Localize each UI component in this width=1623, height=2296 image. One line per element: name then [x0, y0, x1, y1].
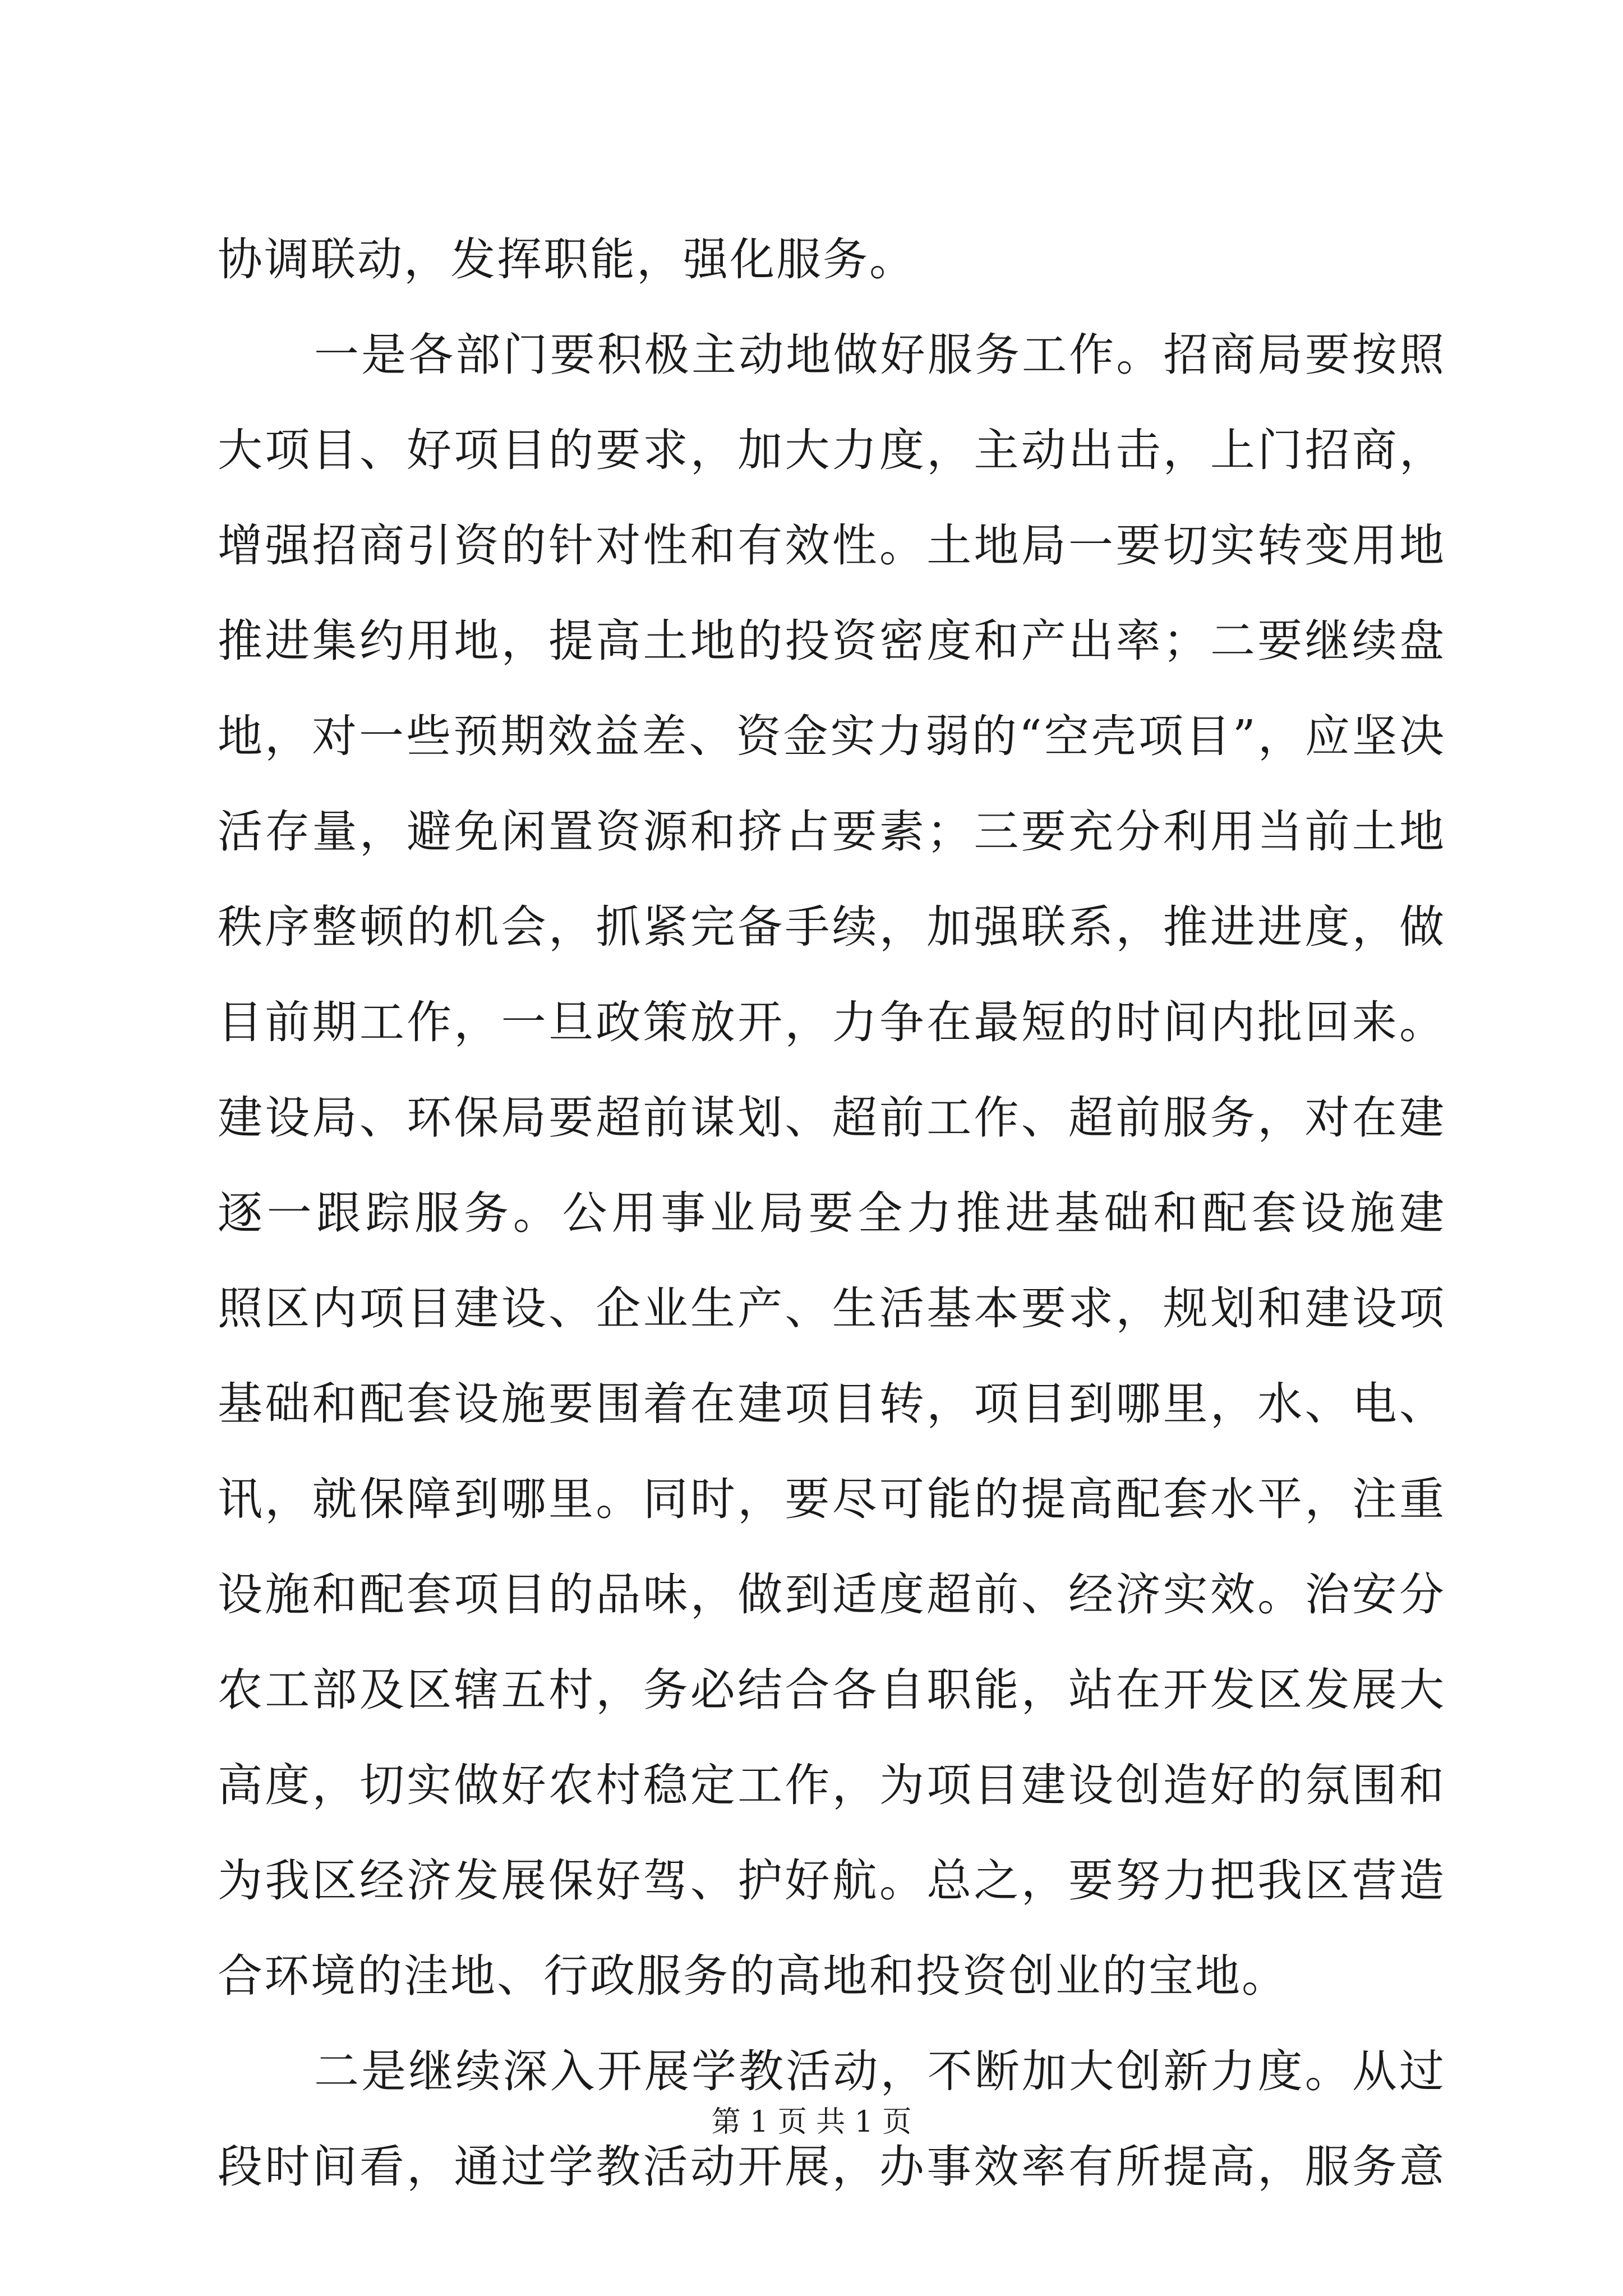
paragraph-line: 推进集约用地，提高土地的投资密度和产出率；二要继续盘: [218, 615, 1446, 667]
paragraph-line: 合环境的洼地、行政服务的高地和投资创业的宝地。: [218, 1950, 1288, 2002]
paragraph-line: 大项目、好项目的要求，加大力度，主动出击，上门招商，: [218, 424, 1446, 476]
paragraph-line: 为我区经济发展保好驾、护好航。总之，要努力把我区营造: [218, 1855, 1446, 1907]
paragraph-line: 段时间看，通过学教活动开展，办事效率有所提高，服务意: [218, 2141, 1446, 2193]
paragraph-line: 设施和配套项目的品味，做到适度超前、经济实效。治安分: [218, 1568, 1446, 1621]
page-number-footer: 第 1 页 共 1 页: [711, 2105, 912, 2139]
paragraph-line: 高度，切实做好农村稳定工作，为项目建设创造好的氛围和: [218, 1759, 1446, 1811]
paragraph-line: 建设局、环保局要超前谋划、超前工作、超前服务，对在建: [218, 1092, 1446, 1144]
paragraph-line: 目前期工作，一旦政策放开，力争在最短的时间内批回来。: [218, 996, 1446, 1048]
paragraph-line: 农工部及区辖五村，务必结合各自职能，站在开发区发展大: [218, 1664, 1446, 1716]
paragraph-line: 增强招商引资的针对性和有效性。土地局一要切实转变用地: [218, 519, 1446, 572]
paragraph-line: 基础和配套设施要围着在建项目转，项目到哪里，水、电、: [218, 1378, 1446, 1430]
paragraph-line: 照区内项目建设、企业生产、生活基本要求，规划和建设项: [218, 1282, 1446, 1335]
paragraph-line: 逐一跟踪服务。公用事业局要全力推进基础和配套设施建: [218, 1187, 1446, 1239]
paragraph-line: 地，对一些预期效益差、资金实力弱的“空壳项目”，应坚决: [218, 710, 1446, 762]
paragraph-line: 讯，就保障到哪里。同时，要尽可能的提高配套水平，注重: [218, 1473, 1446, 1525]
paragraph-line: 二是继续深入开展学教活动，不断加大创新力度。从过: [314, 2045, 1446, 2097]
paragraph-line: 一是各部门要积极主动地做好服务工作。招商局要按照: [314, 329, 1446, 381]
document-body: [218, 212, 1446, 2215]
paragraph-line: 秩序整顿的机会，抓紧完备手续，加强联系，推进进度，做: [218, 901, 1446, 953]
paragraph-line: 活存量，避免闲置资源和挤占要素；三要充分利用当前土地: [218, 806, 1446, 858]
paragraph-line: 协调联动，发挥职能，强化服务。: [218, 233, 916, 286]
